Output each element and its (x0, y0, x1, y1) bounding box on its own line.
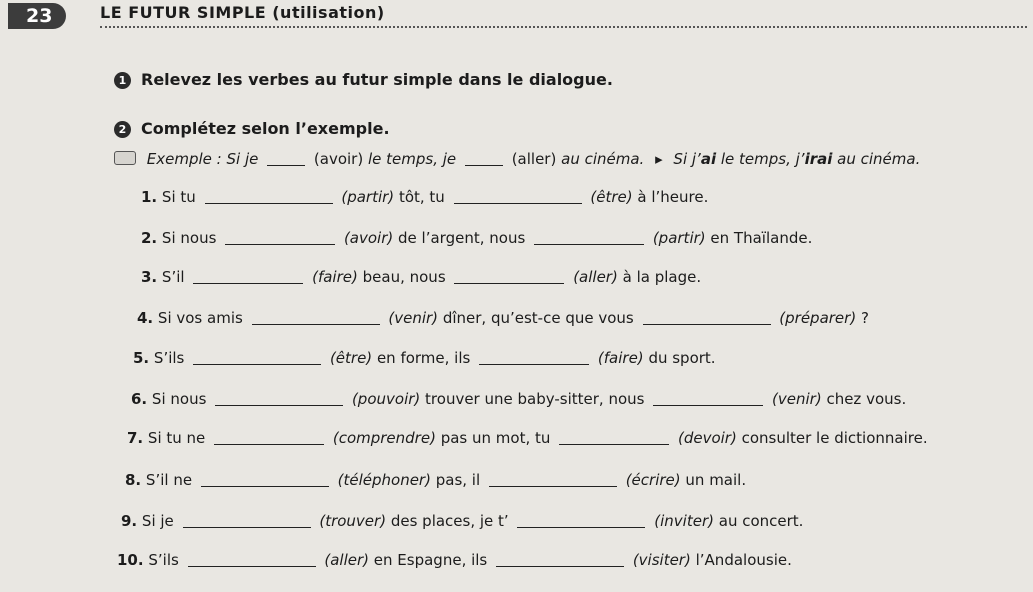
exercise-line-7 (127, 429, 928, 447)
exercise-text-b: pas, il (435, 471, 481, 489)
example-answer-e: au cinéma. (832, 150, 921, 168)
exercise-line-5 (133, 349, 716, 367)
exercise-text-c: l’Andalousie. (695, 551, 792, 569)
bullet-2-icon: 2 (114, 121, 131, 138)
answer-blank-6b[interactable] (653, 391, 763, 406)
exercise-line-2 (141, 229, 812, 247)
instruction-1-text: Relevez les verbes au futur simple dans le dialogue. (141, 70, 613, 89)
answer-blank-8b[interactable] (489, 472, 617, 487)
answer-blank-4a[interactable] (252, 310, 380, 325)
answer-blank-4b[interactable] (643, 310, 771, 325)
instruction-1 (114, 70, 613, 89)
example-line (114, 150, 920, 168)
exercise-text-a: Si tu (161, 188, 196, 206)
answer-blank-10b[interactable] (496, 552, 624, 567)
exercise-text-b: tôt, tu (398, 188, 445, 206)
exercise-number: 1. (141, 188, 158, 206)
exercise-header (0, 0, 1033, 34)
example-verb-2: (aller) (511, 150, 557, 168)
exercise-text-b: dîner, qu’est-ce que vous (442, 309, 634, 327)
exercise-verb-2: (faire) (597, 349, 644, 367)
answer-blank-5a[interactable] (193, 350, 321, 365)
example-answer-a: Si j’ (673, 150, 701, 168)
example-blank-2[interactable] (465, 151, 503, 166)
example-answer-b: ai (700, 150, 717, 168)
answer-blank-10a[interactable] (188, 552, 316, 567)
exercise-text-c: au concert. (718, 512, 804, 530)
exercise-verb-1: (partir) (341, 188, 395, 206)
answer-blank-8a[interactable] (201, 472, 329, 487)
exercise-verb-1: (pouvoir) (351, 390, 421, 408)
exercise-verb-2: (préparer) (779, 309, 857, 327)
exercise-text-c: à l’heure. (637, 188, 709, 206)
example-part-3: au cinéma. (561, 150, 645, 168)
exercise-line-10 (117, 551, 792, 569)
exercise-text-a: S’ils (148, 551, 179, 569)
exercise-number: 6. (131, 390, 148, 408)
exercise-verb-2: (visiter) (632, 551, 691, 569)
exercise-verb-2: (être) (590, 188, 633, 206)
exercise-number: 3. (141, 268, 158, 286)
example-part-1: Exemple : Si je (146, 150, 259, 168)
example-blank-1[interactable] (267, 151, 305, 166)
exercise-text-b: des places, je t’ (390, 512, 509, 530)
exercise-number: 7. (127, 429, 144, 447)
exercise-text-b: en forme, ils (376, 349, 471, 367)
example-answer-d: irai (804, 150, 833, 168)
exercise-text-a: S’ils (153, 349, 185, 367)
exercise-verb-2: (écrire) (625, 471, 681, 489)
exercise-verb-2: (venir) (772, 390, 822, 408)
exercise-text-a: Si je (141, 512, 174, 530)
exercise-text-a: S’il (161, 268, 185, 286)
exercise-verb-2: (devoir) (677, 429, 737, 447)
exercise-verb-1: (avoir) (343, 229, 394, 247)
exercise-text-b: beau, nous (362, 268, 446, 286)
answer-blank-7b[interactable] (559, 430, 669, 445)
answer-blank-6a[interactable] (215, 391, 343, 406)
exercise-verb-2: (inviter) (654, 512, 714, 530)
title-dotted-rule (100, 26, 1027, 28)
exercise-text-b: en Espagne, ils (373, 551, 488, 569)
exercise-verb-2: (aller) (573, 268, 618, 286)
answer-blank-3b[interactable] (454, 269, 564, 284)
arrow-right-icon: ▸ (655, 150, 663, 168)
answer-blank-1a[interactable] (205, 189, 333, 204)
exercise-title: LE FUTUR SIMPLE (utilisation) (100, 3, 393, 22)
exercise-line-9 (121, 512, 803, 530)
pointing-hand-icon (114, 151, 136, 165)
example-verb-1: (avoir) (313, 150, 364, 168)
exercise-verb-2: (partir) (652, 229, 706, 247)
exercise-text-a: S’il ne (145, 471, 193, 489)
answer-blank-5b[interactable] (479, 350, 589, 365)
exercise-verb-1: (être) (329, 349, 373, 367)
instruction-2-text: Complétez selon l’exemple. (141, 119, 390, 138)
answer-blank-2a[interactable] (225, 230, 335, 245)
answer-blank-2b[interactable] (534, 230, 644, 245)
exercise-line-3 (141, 268, 701, 286)
bullet-1-icon: 1 (114, 72, 131, 89)
exercise-text-c: ? (860, 309, 869, 327)
exercise-text-b: de l’argent, nous (398, 229, 526, 247)
example-answer-c: le temps, j’ (716, 150, 805, 168)
exercise-text-c: à la plage. (622, 268, 702, 286)
exercise-number: 4. (137, 309, 154, 327)
exercise-text-c: en Thaïlande. (710, 229, 813, 247)
exercise-verb-1: (venir) (388, 309, 439, 327)
exercise-number: 10. (117, 551, 144, 569)
answer-blank-9b[interactable] (517, 513, 645, 528)
example-part-2: le temps, je (367, 150, 457, 168)
exercise-text-a: Si tu ne (147, 429, 206, 447)
exercise-verb-1: (faire) (312, 268, 358, 286)
exercise-text-b: trouver une baby-sitter, nous (425, 390, 645, 408)
exercise-text-a: Si vos amis (157, 309, 243, 327)
exercise-text-c: consulter le dictionnaire. (741, 429, 928, 447)
exercise-line-6 (131, 390, 906, 408)
exercise-text-a: Si nous (151, 390, 207, 408)
exercise-verb-1: (aller) (324, 551, 370, 569)
exercise-number: 8. (125, 471, 142, 489)
exercise-verb-1: (téléphoner) (337, 471, 431, 489)
exercise-text-c: un mail. (685, 471, 747, 489)
exercise-line-8 (125, 471, 746, 489)
exercise-number: 5. (133, 349, 150, 367)
answer-blank-1b[interactable] (454, 189, 582, 204)
answer-blank-7a[interactable] (214, 430, 324, 445)
exercise-text-c: du sport. (648, 349, 716, 367)
exercise-line-1 (141, 188, 708, 206)
exercise-verb-1: (comprendre) (332, 429, 436, 447)
exercise-text-c: chez vous. (826, 390, 907, 408)
exercise-text-b: pas un mot, tu (440, 429, 551, 447)
answer-blank-3a[interactable] (193, 269, 303, 284)
instruction-2 (114, 119, 390, 138)
exercise-number-badge: 23 (8, 3, 66, 29)
answer-blank-9a[interactable] (183, 513, 311, 528)
exercise-number: 2. (141, 229, 158, 247)
exercise-text-a: Si nous (161, 229, 217, 247)
exercise-number: 9. (121, 512, 138, 530)
exercise-line-4 (137, 309, 869, 327)
exercise-verb-1: (trouver) (319, 512, 387, 530)
